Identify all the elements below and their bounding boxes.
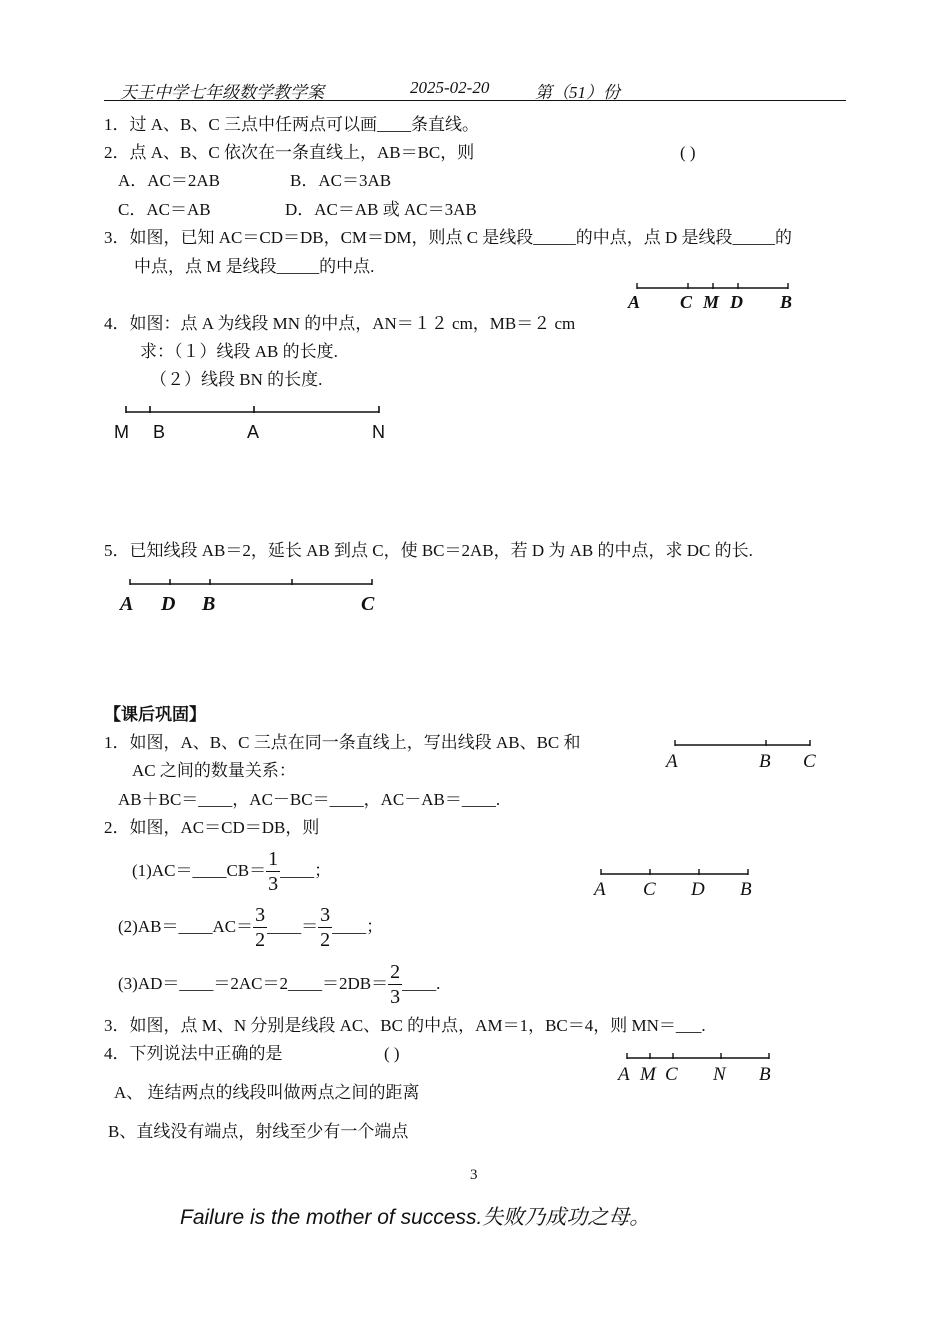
figure-h4-label-m: M <box>640 1064 656 1085</box>
header-school: 天王中学七年级数学教学案 <box>120 83 324 102</box>
homework-4-option-a: A、 连结两点的线段叫做两点之间的距离 <box>114 1083 420 1102</box>
homework-2-part-2 <box>118 902 383 952</box>
question-2-option-b: B．AC＝3AB <box>290 171 392 190</box>
fraction-numerator: 3 <box>255 903 266 926</box>
figure-h2-segment <box>596 866 756 882</box>
homework-2-part-1-fraction <box>266 847 280 896</box>
figure-4-label-n: N <box>372 422 385 442</box>
fraction-denominator: 2 <box>320 928 331 951</box>
figure-h4-label-b: B <box>759 1064 771 1085</box>
homework-1-line3: AB＋BC＝____，AC－BC＝____，AC－AB＝____. <box>118 790 501 809</box>
fraction-denominator: 2 <box>255 928 266 951</box>
homework-2-part-2-post: ____； <box>332 917 384 936</box>
figure-5-label-c: C <box>361 593 375 615</box>
figure-h4-label-n: N <box>713 1064 726 1085</box>
question-1: 1．过 A、B、C 三点中任两点可以画____条直线。 <box>104 115 479 134</box>
header-date: 2025-02-20 <box>410 78 490 97</box>
homework-2-part-1-pre: (1)AC＝____CB＝ <box>132 861 267 880</box>
figure-4-label-a: A <box>247 422 260 442</box>
figure-4-label-m: M <box>114 422 129 442</box>
header-issue: 第（51）份 <box>535 83 620 102</box>
figure-5-label-b: B <box>202 593 216 615</box>
question-2-option-d: D．AC＝AB 或 AC＝3AB <box>285 200 477 219</box>
question-2-option-c: C．AC＝AB <box>118 200 211 219</box>
figure-h2-label-b: B <box>740 879 752 900</box>
figure-4-segment <box>120 402 390 422</box>
homework-2-stem: 2．如图，AC＝CD＝DB，则 <box>104 818 320 837</box>
homework-2-part-2-fraction-1 <box>253 903 267 952</box>
homework-1-line2: AC 之间的数量关系： <box>132 761 296 780</box>
figure-h1-label-b: B <box>759 751 771 772</box>
homework-2-part-2-pre: (2)AB＝____AC＝ <box>118 917 254 936</box>
figure-h1-label-a: A <box>666 751 678 772</box>
question-2-bracket: ( ) <box>680 143 696 162</box>
homework-3: 3．如图，点 M、N 分别是线段 AC、BC 的中点，AM＝1，BC＝4，则 MN＝___. <box>104 1016 706 1035</box>
question-3-line2: 中点，点 M 是线段_____的中点. <box>134 257 375 276</box>
figure-5-label-d: D <box>161 593 176 615</box>
fraction-denominator: 3 <box>268 872 279 895</box>
figure-h2-label-a: A <box>594 879 606 900</box>
figure-h1-segment <box>668 737 818 753</box>
homework-2-part-2-fraction-2 <box>318 903 332 952</box>
homework-2-part-2-mid: ____＝ <box>267 917 319 936</box>
question-4-ask-2: （２）线段 BN 的长度. <box>150 370 323 389</box>
figure-3-label-a: A <box>628 292 641 312</box>
fraction-numerator: 3 <box>320 903 331 926</box>
homework-4-stem: 4．下列说法中正确的是 <box>104 1044 283 1063</box>
question-5: 5．已知线段 AB＝2，延长 AB 到点 C，使 BC＝2AB，若 D 为 AB 的中点，求 DC 的长. <box>104 541 753 560</box>
question-2-stem: 2．点 A、B、C 依次在一条直线上，AB＝BC，则 <box>104 143 475 162</box>
figure-4-label-b: B <box>153 422 166 442</box>
question-2-option-a: A．AC＝2AB <box>118 171 221 190</box>
figure-3-label-d: D <box>730 292 743 312</box>
figure-3-label-m: M <box>703 292 720 312</box>
footer-motto: Failure is the mother of success.失败乃成功之母。 <box>180 1206 651 1229</box>
figure-h4-label-c: C <box>665 1064 678 1085</box>
figure-h2-label-d: D <box>691 879 705 900</box>
homework-2-part-1-post: ____； <box>280 861 332 880</box>
section-title: 【课后巩固】 <box>104 705 206 724</box>
fraction-denominator: 3 <box>390 985 401 1008</box>
fraction-numerator: 2 <box>390 960 401 983</box>
figure-h4-label-a: A <box>618 1064 630 1085</box>
page-number: 3 <box>470 1167 478 1183</box>
homework-4-option-b: B、直线没有端点，射线至少有一个端点 <box>108 1122 409 1141</box>
homework-2-part-1 <box>132 846 331 896</box>
figure-h2-label-c: C <box>643 879 656 900</box>
figure-5-label-a: A <box>120 593 134 615</box>
figure-h1-label-c: C <box>803 751 816 772</box>
homework-2-part-3-fraction <box>388 960 402 1009</box>
question-3-line1: 3．如图，已知 AC＝CD＝DB，CM＝DM，则点 C 是线段_____的中点，点 D 是线段_____的 <box>104 228 793 247</box>
figure-3-label-b: B <box>780 292 793 312</box>
question-4-ask-1: 求：（１）线段 AB 的长度. <box>140 342 338 361</box>
figure-3-label-c: C <box>680 292 693 312</box>
fraction-numerator: 1 <box>268 847 279 870</box>
homework-2-part-3 <box>118 958 440 1010</box>
homework-1-line1: 1．如图，A、B、C 三点在同一条直线上，写出线段 AB、BC 和 <box>104 733 581 752</box>
homework-4-bracket: ( ) <box>384 1044 400 1063</box>
question-4-stem: 4．如图：点 A 为线段 MN 的中点，AN＝１２ cm，MB＝２ cm <box>104 314 576 333</box>
homework-2-part-3-pre: (3)AD＝____＝2AC＝2____＝2DB＝ <box>118 974 389 993</box>
homework-2-part-3-post: ____. <box>402 974 441 993</box>
header-rule <box>104 100 846 101</box>
